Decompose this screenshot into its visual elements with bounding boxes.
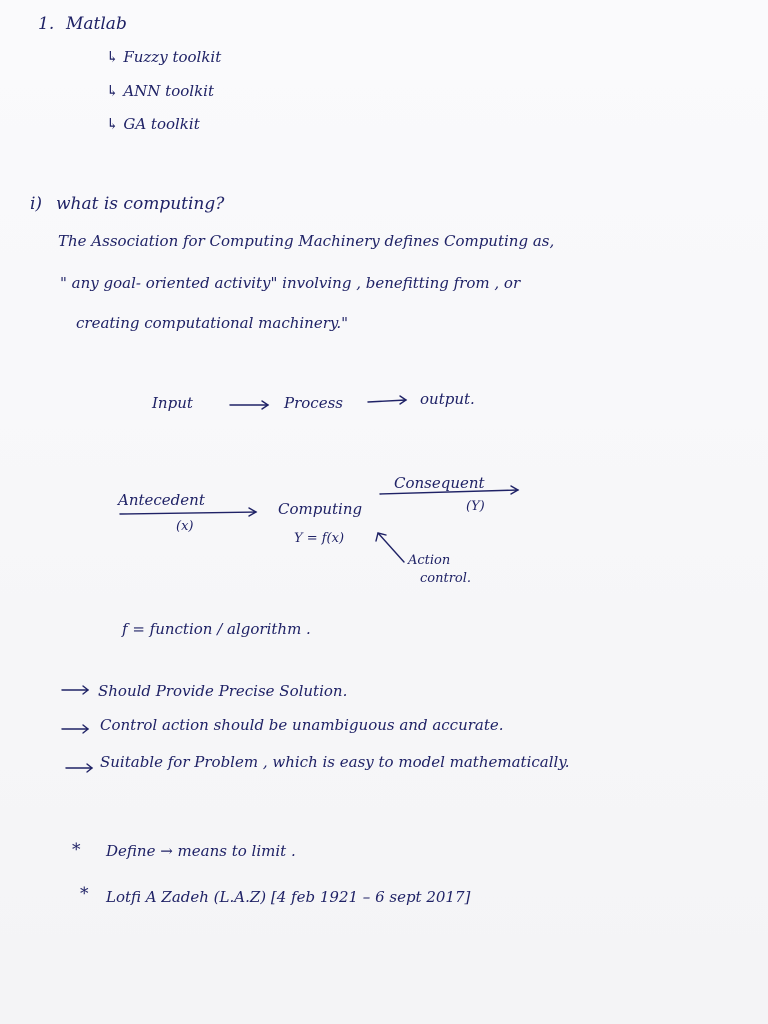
- diagram-consequent: Consequent: [394, 474, 485, 492]
- star-icon: *: [80, 884, 89, 904]
- definition-line-1: The Association for Computing Machinery defines Computing as,: [58, 232, 555, 250]
- diagram-antecedent: Antecedent: [118, 491, 205, 509]
- note-zadeh: Lotfi A Zadeh (L.A.Z) [4 feb 1921 – 6 sept 2017]: [106, 888, 471, 906]
- list-item-fuzzy: ↳ Fuzzy toolkit: [106, 48, 222, 66]
- diagram-computing: Computing: [278, 500, 363, 518]
- section1-title: Matlab: [66, 14, 127, 34]
- bullet-3: Suitable for Problem , which is easy to model mathematically.: [100, 753, 570, 771]
- arrow-consequent: [380, 490, 518, 494]
- question-text: what is computing?: [56, 194, 225, 214]
- function-definition: f = function / algorithm .: [122, 620, 311, 638]
- list-item-ann: ↳ ANN toolkit: [106, 82, 214, 100]
- flow-output: output.: [420, 390, 475, 408]
- arrow-process-output: [368, 400, 406, 402]
- diagram-control: control.: [420, 571, 472, 586]
- bullet-2: Control action should be unambiguous and accurate.: [100, 716, 504, 734]
- diagram-consequent-var: (Y): [466, 499, 485, 514]
- diagram-formula: Y = f(x): [294, 531, 345, 546]
- list-item-ga: ↳ GA toolkit: [106, 115, 200, 133]
- flow-input: Input: [152, 394, 193, 412]
- note-define: Define → means to limit .: [106, 842, 296, 860]
- star-icon: *: [72, 840, 81, 860]
- definition-line-2: " any goal- oriented activity" involving , benefitting from , or: [60, 274, 521, 292]
- question-number: i): [30, 194, 43, 214]
- flow-process: Process: [284, 394, 343, 412]
- bullet-1: Should Provide Precise Solution.: [98, 682, 348, 700]
- diagram-antecedent-var: (x): [176, 519, 194, 534]
- arrow-action-control: [378, 533, 404, 562]
- definition-line-3: creating computational machinery.": [76, 314, 349, 332]
- section1-number: 1.: [38, 14, 55, 34]
- diagram-action: Action: [408, 553, 451, 568]
- arrow-antecedent: [120, 512, 256, 514]
